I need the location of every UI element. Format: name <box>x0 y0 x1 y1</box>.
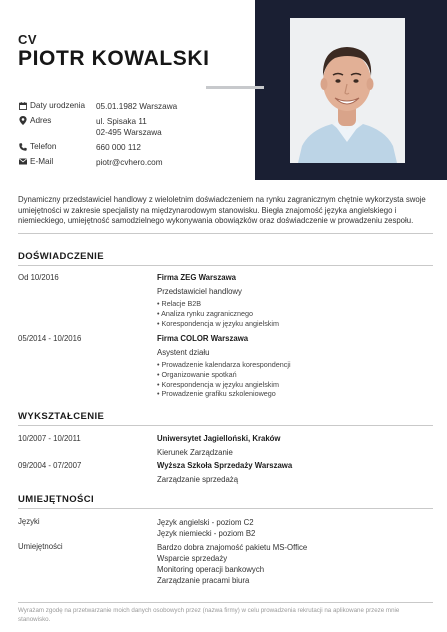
contact-address <box>18 116 258 138</box>
email-label: E-Mail <box>30 157 54 166</box>
duty-item: • Relacje B2B <box>157 299 433 309</box>
calendar-icon <box>18 101 27 110</box>
location-pin-icon <box>18 116 27 125</box>
contact-birth <box>18 101 258 112</box>
experience-duties <box>157 360 433 399</box>
languages-label: Języki <box>18 517 40 526</box>
profile-summary: Dynamiczny przedstawiciel handlowy z wieloletnim doświadczeniem na rynku zagranicznym chętnie wykorzysta swoje umiejętności w zakresie specjalisty na międzynarodowym stanowisku. Biegła znajomość języka angielskiego i niemieckiego, umiejętność samodzielnego wykonywania obowiązków oraz doświadczenie w prowadzeniu zespołu. <box>18 195 433 234</box>
profile-photo <box>290 18 405 163</box>
education-heading: WYKSZTAŁCENIE <box>18 411 105 422</box>
gdpr-consent-note: Wyrażam zgodę na przetwarzanie moich danych osobowych przez (nazwa firmy) w celu prowadzenia rekrutacji na aplikowane przeze mnie stanowisko. <box>18 602 433 624</box>
address-line2: 02-495 Warszawa <box>96 128 162 137</box>
skills-rule <box>18 508 433 509</box>
address-value <box>96 116 258 138</box>
education-school: Uniwersytet Jagielloński, Kraków <box>157 434 281 443</box>
contact-email <box>18 157 258 168</box>
experience-date: 05/2014 - 10/2016 <box>18 334 82 343</box>
experience-heading: DOŚWIADCZENIE <box>18 251 104 262</box>
person-name: PIOTR KOWALSKI <box>18 47 210 70</box>
phone-value: 660 000 112 <box>96 143 141 152</box>
experience-company: Firma COLOR Warszawa <box>157 334 249 343</box>
experience-role: Asystent działu <box>157 348 210 357</box>
birth-label: Daty urodzenia <box>30 101 86 110</box>
education-date: 10/2007 - 10/2011 <box>18 434 81 443</box>
ability-item: Bardzo dobra znajomość pakietu MS-Office <box>157 543 308 552</box>
experience-company: Firma ZEG Warszawa <box>157 273 237 282</box>
duty-item: • Organizowanie spotkań <box>157 370 433 380</box>
experience-duties <box>157 299 433 328</box>
duty-item: • Analiza rynku zagranicznego <box>157 309 433 319</box>
cv-label: CV <box>18 32 38 47</box>
ability-item: Wsparcie sprzedaży <box>157 554 228 563</box>
education-date: 09/2004 - 07/2007 <box>18 461 82 470</box>
abilities-label: Umiejętności <box>18 542 63 551</box>
skills-heading: UMIEJĘTNOŚCI <box>18 494 95 505</box>
ability-item: Zarządzanie pracami biura <box>157 576 250 585</box>
duty-item: • Prowadzenie kalendarza korespondencji <box>157 360 433 370</box>
address-line1: ul. Spisaka 11 <box>96 117 147 126</box>
address-label: Adres <box>30 116 52 125</box>
email-value: piotr@cvhero.com <box>96 158 163 167</box>
education-field: Kierunek Zarządzanie <box>157 448 233 457</box>
experience-rule <box>18 265 433 266</box>
phone-label: Telefon <box>30 142 57 151</box>
phone-icon <box>18 142 27 151</box>
education-field: Zarządzanie sprzedażą <box>157 475 239 484</box>
ability-item: Monitoring operacji bankowych <box>157 565 265 574</box>
envelope-icon <box>18 157 27 166</box>
experience-date: Od 10/2016 <box>18 273 59 282</box>
duty-item: • Prowadzenie grafiku szkoleniowego <box>157 389 433 399</box>
duty-item: • Korespondencja w języku angielskim <box>157 380 433 390</box>
language-item: Język angielski - poziom C2 <box>157 518 254 527</box>
contact-details <box>18 101 258 172</box>
header-accent-line <box>206 86 264 89</box>
education-rule <box>18 425 433 426</box>
duty-item: • Korespondencja w języku angielskim <box>157 319 433 329</box>
birth-value: 05.01.1982 Warszawa <box>96 102 178 111</box>
experience-role: Przedstawiciel handlowy <box>157 287 242 296</box>
education-school: Wyższa Szkoła Sprzedaży Warszawa <box>157 461 293 470</box>
language-item: Język niemiecki - poziom B2 <box>157 529 256 538</box>
contact-phone <box>18 142 258 153</box>
